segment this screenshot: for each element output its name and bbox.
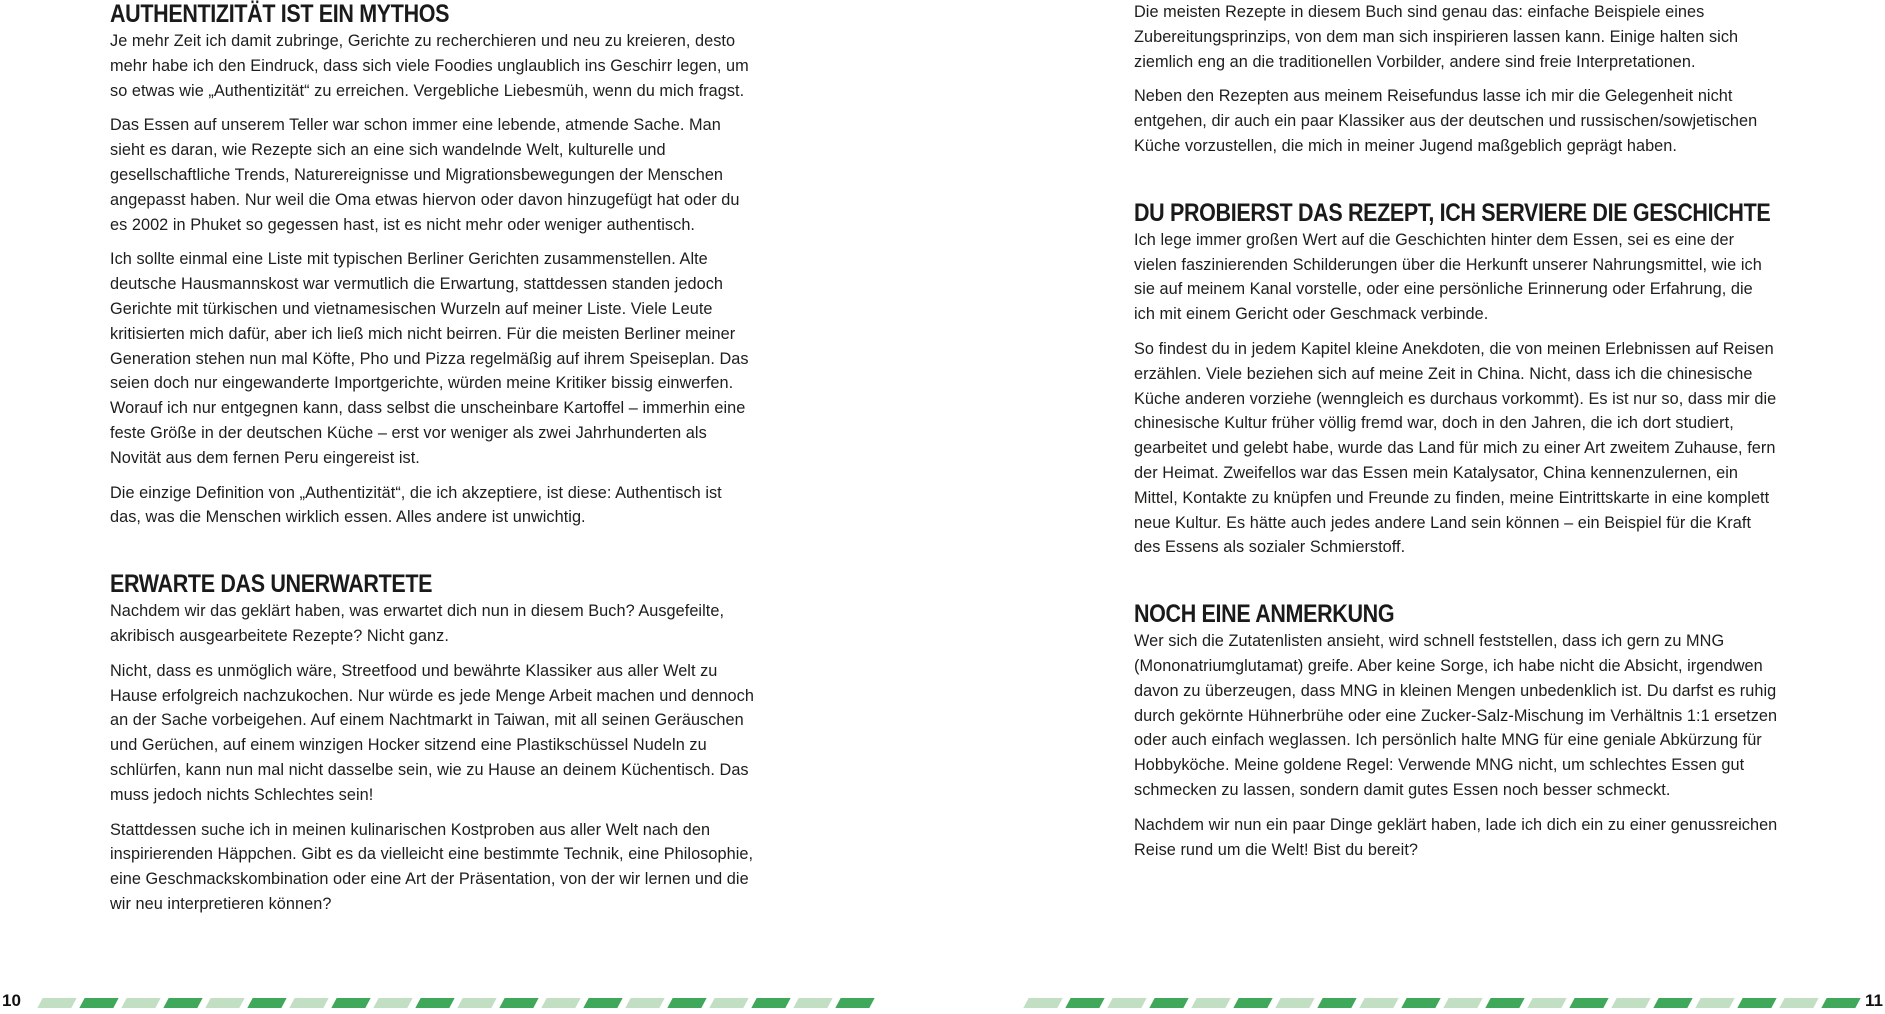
stripe-segment [709, 998, 748, 1008]
stripe-segment [1359, 998, 1398, 1008]
page-number-left: 10 [2, 991, 21, 1010]
paragraph: Je mehr Zeit ich damit zubringe, Gerichte zu recherchieren und neu zu kreieren, desto mehr habe ich den Eindruck, dass sich viele Foodies unglaublich ins Geschirr legen, um so etwas wie „Authentizität“ zu erreichen. Vergebliche Liebesmüh, wenn du mich fragst. [110, 32, 749, 100]
stripe-segment [1527, 998, 1566, 1008]
stripe-segment [163, 998, 202, 1008]
stripe-segment [835, 998, 874, 1008]
stripe-segment [1191, 998, 1230, 1008]
stripe-segment [1275, 998, 1314, 1008]
stripe-segment [541, 998, 580, 1008]
stripe-segment [1107, 998, 1146, 1008]
stripe-segment [793, 998, 832, 1008]
paragraph: Ich lege immer großen Wert auf die Geschichten hinter dem Essen, sei es eine der vielen faszinierenden Schilderungen über die Herkunft unserer Nahrungsmittel, wie ich sie auf meinem Kanal vorstelle, oder eine persönliche Erinnerung oder Erfahrung, die ich mit einem Gericht oder Geschmack verbinde. [1134, 230, 1762, 324]
stripe-segment [205, 998, 244, 1008]
paragraph: Neben den Rezepten aus meinem Reisefundus lasse ich mir die Gelegenheit nicht entgehen, dir auch ein paar Klassiker aus der deutschen und russischen/sowjetischen Küche vorzustellen, die mich in meiner Jugend maßgeblich geprägt haben. [1134, 87, 1758, 155]
section-heading-anmerkung: NOCH EINE ANMERKUNG [1134, 600, 1395, 629]
paragraph: So findest du in jedem Kapitel kleine Anekdoten, die von meinen Erlebnissen auf Reisen erzählen. Viele beziehen sich auf meine Zeit in China. Nicht, dass ich die chinesische Küche anderen vorziehe (wenngleich es durchaus vorkommt). Es ist nur so, dass mir die chinesische Kultur früher völlig fremd war, doch in den Jahren, die ich dort studiert, gearbeitet und gelebt habe, wurde das Land für mich zu einer Art zweitem Zuhause, fern der Heimat. Zweifellos war das Essen mein Katalysator, China kennenzulernen, ein Mittel, Kontakte zu knüpfen und Freunde zu finden, meine Eintrittskarte in eine komplett neue Kultur. Es hätte auch jedes andere Land sein können – ein Beispiel für die Kraft des Essens als sozialer Schmierstoff. [1134, 339, 1777, 557]
stripe-segment [1317, 998, 1356, 1008]
stripe-segment [1569, 998, 1608, 1008]
stripe-segment [79, 998, 118, 1008]
stripe-segment [1821, 998, 1860, 1008]
section-heading-authentizitaet: AUTHENTIZITÄT IST EIN MYTHOS [110, 0, 450, 28]
stripe-segment [373, 998, 412, 1008]
paragraph: Ich sollte einmal eine Liste mit typischen Berliner Gerichten zusammenstellen. Alte deutsche Hausmannskost war vermutlich die Erwartung, stattdessen standen jedoch Gerichte mit türkischen und vietnamesischen Wurzeln auf meiner Liste. Viele Leute kritisierten mich dafür, aber ich ließ mich nicht beirren. Für die meisten Berliner meiner Generation stehen nun mal Köfte, Pho und Pizza regelmäßig auf ihrem Speiseplan. Das seien doch nur eingewanderte Importgerichte, würden meine Kritiker bissig einwerfen. Worauf ich nur entgegnen kann, dass selbst die unscheinbare Kartoffel – immerhin eine feste Größe in der deutschen Küche – erst vor weniger als zwei Jahrhunderten als Novität aus dem fernen Peru eingereist ist. [110, 250, 749, 467]
section-heading-erwarte: ERWARTE DAS UNERWARTETE [110, 570, 433, 599]
stripe-segment [1653, 998, 1692, 1008]
stripe-segment [331, 998, 370, 1008]
paragraph: Die meisten Rezepte in diesem Buch sind genau das: einfache Beispiele eines Zubereitungsprinzips, von dem man sich inspirieren lassen kann. Einige halten sich ziemlich eng an die traditionellen Vorbilder, andere sind freie Interpretationen. [1134, 3, 1739, 71]
stripe-segment [499, 998, 538, 1008]
page-number-right: 11 [1865, 991, 1883, 1010]
stripe-segment [1779, 998, 1818, 1008]
paragraph: Das Essen auf unserem Teller war schon immer eine lebende, atmende Sache. Man sieht es daran, wie Rezepte sich an eine sich wandelnde Welt, kulturelle und gesellschaftliche Trends, Naturereignisse und Migrationsbewegungen der Menschen angepasst haben. Nur weil die Oma etwas hiervon oder davon hinzugefügt hat oder du es 2002 in Phuket so gegessen hast, ist es nicht mehr oder weniger authentisch. [110, 116, 740, 234]
stripe-segment [1611, 998, 1650, 1008]
stripe-segment [37, 998, 76, 1008]
stripe-segment [1485, 998, 1524, 1008]
stripe-segment [415, 998, 454, 1008]
stripe-segment [751, 998, 790, 1008]
stripe-segment [247, 998, 286, 1008]
decorative-stripe-border-right [1026, 998, 1858, 1008]
left-page-column [110, 0, 754, 927]
stripe-segment [1023, 998, 1062, 1008]
paragraph: Nachdem wir nun ein paar Dinge geklärt haben, lade ich dich ein zu einer genussreichen Reise rund um die Welt! Bist du bereit? [1134, 815, 1778, 859]
paragraph: Stattdessen suche ich in meinen kulinarischen Kostproben aus aller Welt nach den inspirierenden Häppchen. Gibt es da vielleicht eine bestimmte Technik, eine Philosophie, eine Geschmackskombination oder eine Art der Präsentation, von der wir lernen und die wir neu interpretieren können? [110, 820, 754, 913]
stripe-segment [457, 998, 496, 1008]
stripe-segment [1401, 998, 1440, 1008]
stripe-segment [1695, 998, 1734, 1008]
stripe-segment [289, 998, 328, 1008]
stripe-segment [1065, 998, 1104, 1008]
stripe-segment [1443, 998, 1482, 1008]
stripe-segment [625, 998, 664, 1008]
decorative-stripe-border-left [40, 998, 872, 1008]
stripe-segment [667, 998, 706, 1008]
paragraph: Die einzige Definition von „Authentizität“, die ich akzeptiere, ist diese: Authentisch ist das, was die Menschen wirklich essen. Alles andere ist unwichtig. [110, 483, 722, 527]
section-heading-geschichte: DU PROBIERST DAS REZEPT, ICH SERVIERE DIE GESCHICHTE [1134, 198, 1771, 227]
stripe-segment [583, 998, 622, 1008]
paragraph: Nicht, dass es unmöglich wäre, Streetfood und bewährte Klassiker aus aller Welt zu Hause erfolgreich nachzukochen. Nur würde es jede Menge Arbeit machen und dennoch an der Sache vorbeigehen. Auf einem Nachtmarkt in Taiwan, mit all seinen Geräuschen und Gerüchen, auf einem winzigen Hocker sitzend eine Plastikschüssel Nudeln zu schlürfen, kann nun mal nicht dasselbe sein, wie zu Hause an deinem Küchentisch. Das muss jedoch nichts Schlechtes sein! [110, 661, 754, 804]
stripe-segment [1149, 998, 1188, 1008]
paragraph: Nachdem wir das geklärt haben, was erwartet dich nun in diesem Buch? Ausgefeilte, akribisch ausgearbeitete Rezepte? Nicht ganz. [110, 602, 725, 645]
right-page-column [1134, 0, 1778, 872]
stripe-segment [1737, 998, 1776, 1008]
paragraph: Wer sich die Zutatenlisten ansieht, wird schnell feststellen, dass ich gern zu MNG (Mononatriumglutamat) greife. Aber keine Sorge, ich habe nicht die Absicht, irgendwen davon zu überzeugen, dass MNG in kleinen Mengen unbedenklich ist. Du darfst es ruhig durch gekörnte Hühnerbrühe oder eine Zucker-Salz-Mischung im Verhältnis 1:1 ersetzen oder auch einfach weglassen. Ich persönlich halte MNG für eine geniale Abkürzung für Hobbyköche. Meine goldene Regel: Verwende MNG nicht, um schlechtes Essen gut schmecken zu lassen, sondern damit gutes Essen noch besser schmeckt. [1134, 632, 1778, 799]
stripe-segment [1233, 998, 1272, 1008]
stripe-segment [121, 998, 160, 1008]
